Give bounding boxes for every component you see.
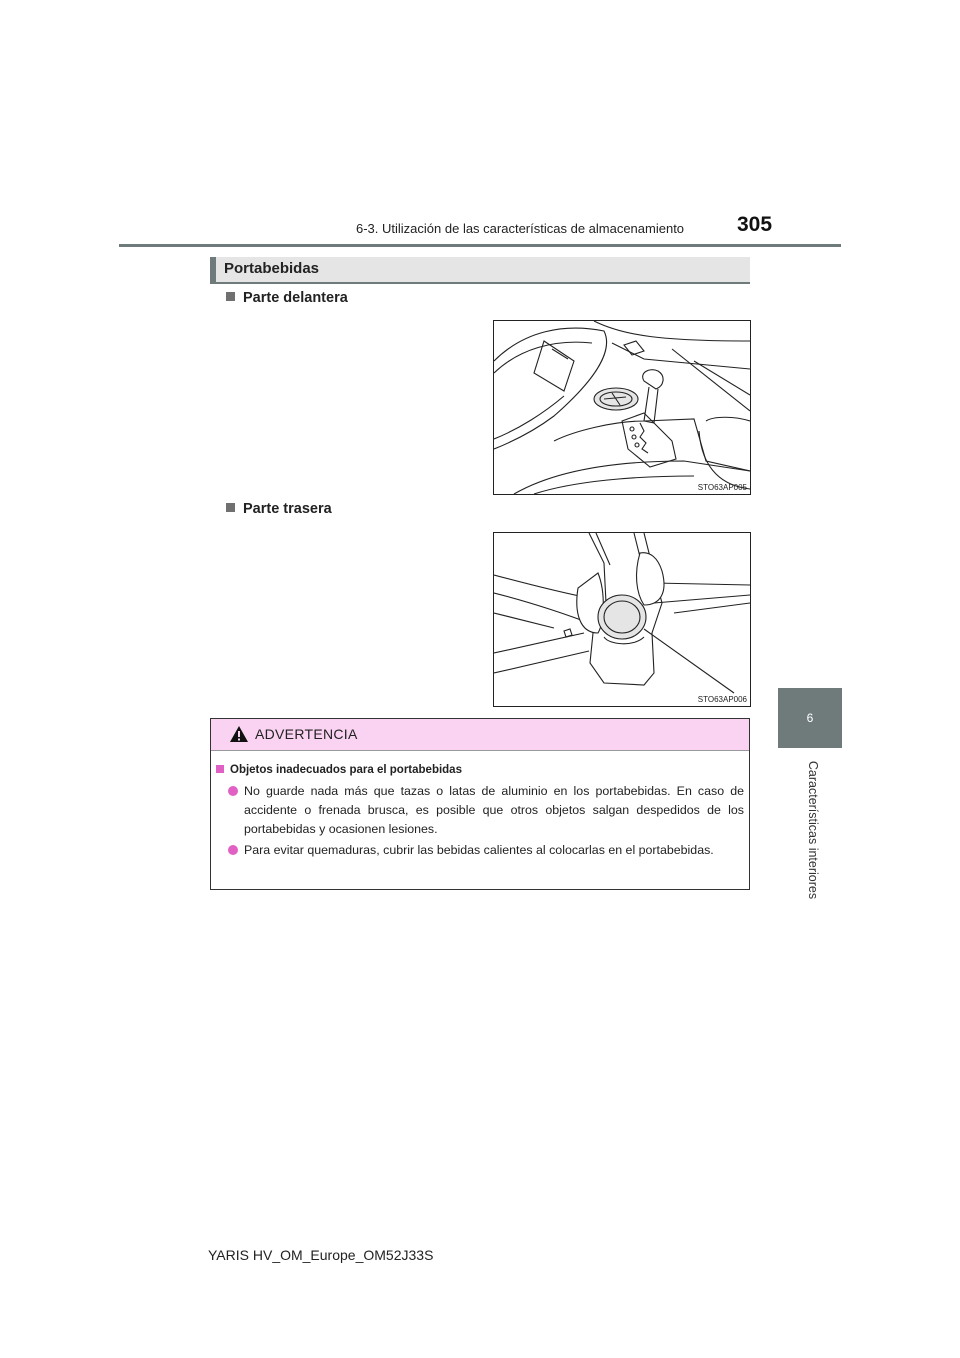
chapter-tab-number: 6 xyxy=(806,711,814,725)
square-bullet-icon xyxy=(226,292,235,301)
page-number: 305 xyxy=(737,213,773,236)
footer-document-id: YARIS HV_OM_Europe_OM52J33S xyxy=(208,1247,434,1263)
subsection-heading-front xyxy=(226,290,348,306)
pink-dot-icon xyxy=(228,845,238,855)
rear-cupholder-illustration xyxy=(493,532,751,707)
subsection-heading-rear xyxy=(226,501,332,517)
section-heading xyxy=(210,257,750,284)
warning-bullet-text: No guarde nada más que tazas o latas de aluminio en los portabebidas. En caso de accidente o frenada brusca, es posible que otros objetos salgan despedidos de los portabebidas y ocasionen lesiones. xyxy=(244,784,744,836)
front-cupholder-drawing xyxy=(494,321,750,494)
warning-title: ADVERTENCIA xyxy=(255,726,358,742)
warning-subtitle xyxy=(216,764,462,776)
pink-dot-icon xyxy=(228,786,238,796)
warning-subtitle-text: Objetos inadecuados para el portabebidas xyxy=(230,764,462,776)
subsection-title-front: Parte delantera xyxy=(243,290,348,306)
warning-triangle-icon xyxy=(229,725,249,743)
section-heading-accent xyxy=(210,257,216,282)
chapter-side-label: Características interiores xyxy=(806,760,820,900)
front-cupholder-illustration xyxy=(493,320,751,495)
section-title: Portabebidas xyxy=(224,260,320,277)
subsection-title-rear: Parte trasera xyxy=(243,501,332,517)
chapter-tab[interactable] xyxy=(778,688,842,748)
warning-header xyxy=(211,719,749,751)
warning-box xyxy=(210,718,750,890)
square-bullet-icon xyxy=(226,503,235,512)
warning-bullet-1 xyxy=(228,782,744,839)
header-chapter-title: 6-3. Utilización de las características de almacenamiento xyxy=(356,221,685,236)
rear-cupholder-drawing xyxy=(494,533,750,706)
warning-bullet-2 xyxy=(228,841,744,860)
pink-square-bullet-icon xyxy=(216,765,224,773)
figure-code-front: STO63AP005 xyxy=(697,483,747,492)
warning-bullet-text: Para evitar quemaduras, cubrir las bebidas calientes al colocarlas en el portabebidas. xyxy=(244,843,714,857)
figure-code-rear: STO63AP006 xyxy=(697,695,747,704)
header-rule xyxy=(119,244,841,247)
